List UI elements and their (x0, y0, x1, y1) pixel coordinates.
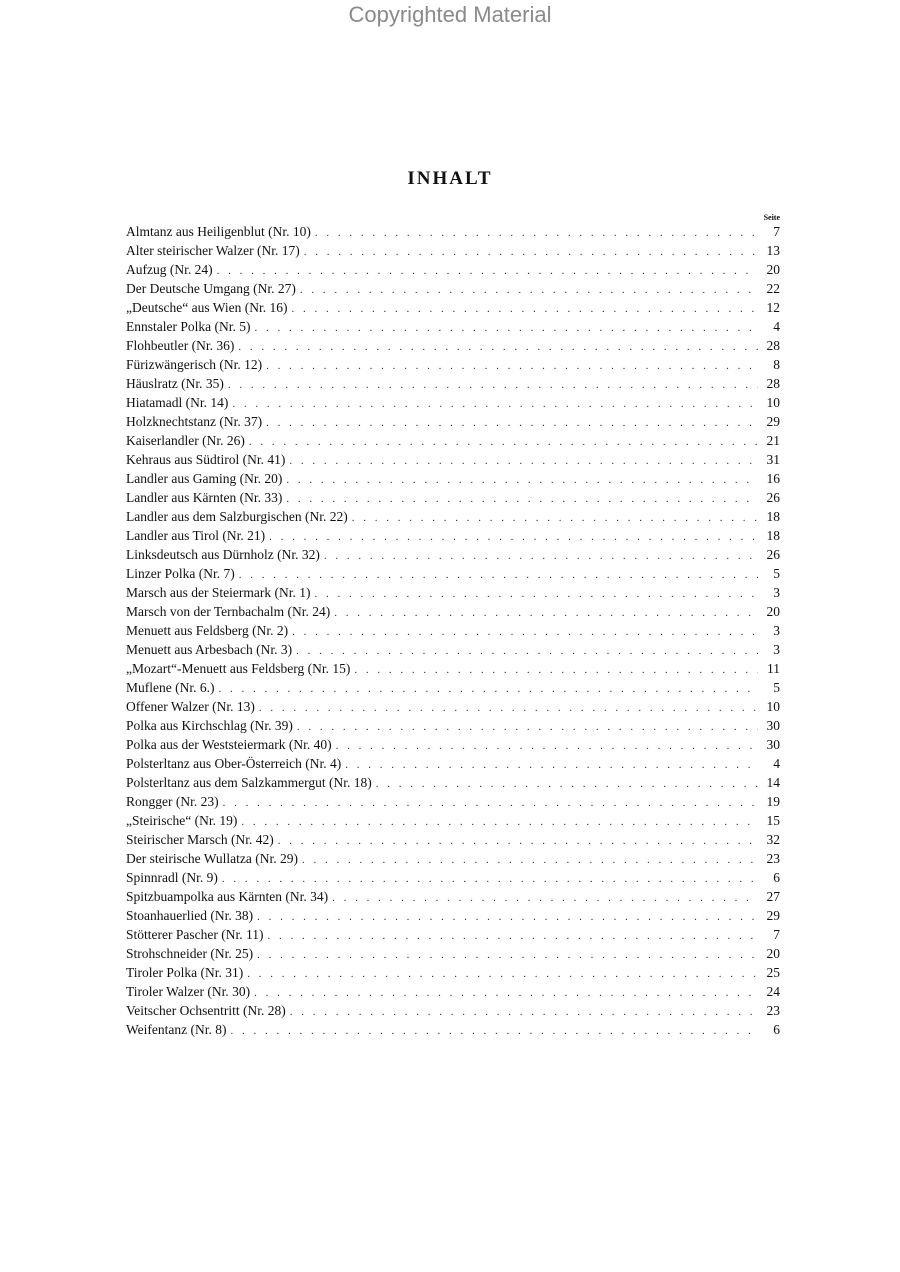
toc-entry (126, 963, 780, 982)
dot-leader (332, 889, 758, 906)
toc-entry-page: 29 (766, 414, 780, 429)
toc-entry-title: Holzknechtstanz (Nr. 37) (126, 414, 263, 429)
toc-entry-title: Polsterltanz aus dem Salzkammergut (Nr. 18) (126, 775, 372, 790)
toc-entry-page: 29 (766, 908, 780, 923)
toc-entry (126, 754, 780, 773)
dot-leader (269, 528, 758, 545)
toc-entry-title: „Deutsche“ aus Wien (Nr. 16) (126, 300, 288, 315)
dot-leader (222, 870, 758, 887)
toc-entry-page: 16 (766, 471, 780, 486)
toc-entry-page: 27 (766, 889, 780, 904)
toc-entry (126, 507, 780, 526)
dot-leader (267, 927, 758, 944)
toc-entry (126, 374, 780, 393)
toc-entry (126, 355, 780, 374)
toc-entry-page: 14 (766, 775, 780, 790)
toc-entry (126, 868, 780, 887)
dot-leader (314, 585, 758, 602)
toc-entry-title: „Steirische“ (Nr. 19) (126, 813, 238, 828)
toc-entry-page: 6 (773, 1022, 780, 1037)
toc-entry-title: Veitscher Ochsentritt (Nr. 28) (126, 1003, 286, 1018)
toc-entry-page: 5 (773, 680, 780, 695)
toc-entry-title: Steirischer Marsch (Nr. 42) (126, 832, 274, 847)
dot-leader (241, 813, 758, 830)
toc-entry (126, 469, 780, 488)
toc-entry-title: Häuslratz (Nr. 35) (126, 376, 224, 391)
dot-leader (217, 262, 758, 279)
toc-entry-title: Polka aus der Weststeiermark (Nr. 40) (126, 737, 332, 752)
toc-entry (126, 697, 780, 716)
dot-leader (254, 319, 758, 336)
toc-entry (126, 925, 780, 944)
toc-entry-title: Linksdeutsch aus Dürnholz (Nr. 32) (126, 547, 320, 562)
dot-leader (238, 338, 758, 355)
dot-leader (297, 718, 758, 735)
page-column-label: Seite (763, 213, 780, 222)
toc-entry-page: 3 (773, 642, 780, 657)
toc-entry-page: 8 (773, 357, 780, 372)
toc-entry (126, 317, 780, 336)
toc-entry (126, 222, 780, 241)
toc-entry-page: 20 (766, 262, 780, 277)
dot-leader (304, 243, 758, 260)
toc-entry-page: 11 (767, 661, 780, 676)
toc-entry-title: Marsch aus der Steiermark (Nr. 1) (126, 585, 311, 600)
toc-entry-title: Spitzbuampolka aus Kärnten (Nr. 34) (126, 889, 329, 904)
toc-entry (126, 526, 780, 545)
toc-entry-title: Landler aus Tirol (Nr. 21) (126, 528, 266, 543)
toc-entry (126, 640, 780, 659)
toc-entry-page: 18 (766, 509, 780, 524)
toc-entry-title: Muflene (Nr. 6.) (126, 680, 215, 695)
toc-entry-page: 25 (766, 965, 780, 980)
toc-entry (126, 830, 780, 849)
dot-leader (300, 281, 758, 298)
toc-entry (126, 678, 780, 697)
dot-leader (254, 984, 758, 1001)
dot-leader (259, 699, 758, 716)
dot-leader (286, 471, 758, 488)
toc-entry (126, 279, 780, 298)
toc-entry-page: 20 (766, 946, 780, 961)
toc-entry-page: 4 (773, 756, 780, 771)
toc-entry (126, 849, 780, 868)
dot-leader (334, 604, 758, 621)
toc-entry-title: Ennstaler Polka (Nr. 5) (126, 319, 251, 334)
dot-leader (292, 300, 758, 317)
toc-entry (126, 450, 780, 469)
toc-entry (126, 393, 780, 412)
toc-entry-title: Landler aus Gaming (Nr. 20) (126, 471, 283, 486)
dot-leader (278, 832, 758, 849)
toc-entry (126, 811, 780, 830)
dot-leader (302, 851, 758, 868)
toc-entry (126, 488, 780, 507)
toc-entry-title: Der steirische Wullatza (Nr. 29) (126, 851, 299, 866)
toc-entry-title: Kaiserlandler (Nr. 26) (126, 433, 245, 448)
dot-leader (257, 946, 758, 963)
toc-entry (126, 1001, 780, 1020)
dot-leader (232, 395, 758, 412)
dot-leader (266, 414, 758, 431)
dot-leader (290, 1003, 758, 1020)
toc-entry (126, 241, 780, 260)
toc-entry-title: Fürizwängerisch (Nr. 12) (126, 357, 263, 372)
toc-entry (126, 545, 780, 564)
copyright-watermark: Copyrighted Material (348, 2, 552, 27)
toc-entry-page: 23 (766, 1003, 780, 1018)
dot-leader (289, 452, 758, 469)
toc-entry-title: Alter steirischer Walzer (Nr. 17) (126, 243, 300, 258)
toc-entry-page: 15 (766, 813, 780, 828)
toc-entry-page: 26 (766, 547, 780, 562)
toc-entry-page: 4 (773, 319, 780, 334)
toc-entry-page: 3 (773, 585, 780, 600)
toc-entry (126, 1020, 780, 1039)
dot-leader (315, 224, 758, 241)
toc-entry-page: 7 (773, 224, 780, 239)
dot-leader (354, 661, 758, 678)
toc-entry-title: Tiroler Polka (Nr. 31) (126, 965, 244, 980)
toc-entry-page: 21 (766, 433, 780, 448)
toc-entry-page: 19 (766, 794, 780, 809)
toc-entry-title: Stötterer Pascher (Nr. 11) (126, 927, 264, 942)
dot-leader (218, 680, 758, 697)
toc-entry-title: Hiatamadl (Nr. 14) (126, 395, 229, 410)
toc-entry-title: Polka aus Kirchschlag (Nr. 39) (126, 718, 293, 733)
toc-entry-title: Landler aus dem Salzburgischen (Nr. 22) (126, 509, 348, 524)
toc-entry-page: 22 (766, 281, 780, 296)
dot-leader (345, 756, 758, 773)
toc-entry-page: 20 (766, 604, 780, 619)
dot-leader (257, 908, 758, 925)
dot-leader (286, 490, 758, 507)
toc-entry-page: 26 (766, 490, 780, 505)
toc-entry-title: Tiroler Walzer (Nr. 30) (126, 984, 251, 999)
dot-leader (239, 566, 758, 583)
toc-entry-page: 31 (766, 452, 780, 467)
toc-entry-page: 28 (766, 376, 780, 391)
toc-entry-title: Strohschneider (Nr. 25) (126, 946, 254, 961)
toc-entry-title: Menuett aus Arbesbach (Nr. 3) (126, 642, 293, 657)
toc-entry (126, 735, 780, 754)
toc-entry (126, 659, 780, 678)
toc-entry-page: 32 (766, 832, 780, 847)
dot-leader (249, 433, 758, 450)
toc-entry-title: Offener Walzer (Nr. 13) (126, 699, 255, 714)
toc-entry-title: Rongger (Nr. 23) (126, 794, 219, 809)
page-title: INHALT (407, 168, 493, 189)
toc-entry (126, 412, 780, 431)
toc-entry-page: 30 (766, 718, 780, 733)
toc-entry-page: 6 (773, 870, 780, 885)
toc-entry (126, 944, 780, 963)
dot-leader (231, 1022, 759, 1039)
dot-leader (324, 547, 758, 564)
dot-leader (247, 965, 758, 982)
toc-entry-title: Polsterltanz aus Ober-Österreich (Nr. 4) (126, 756, 342, 771)
dot-leader (228, 376, 758, 393)
toc-entry (126, 431, 780, 450)
toc-entry-title: Aufzug (Nr. 24) (126, 262, 213, 277)
toc-entry-page: 24 (766, 984, 780, 999)
toc-entry-title: Weifentanz (Nr. 8) (126, 1022, 227, 1037)
toc-entry (126, 564, 780, 583)
dot-leader (336, 737, 758, 754)
toc-entry-page: 28 (766, 338, 780, 353)
toc-entry-title: Landler aus Kärnten (Nr. 33) (126, 490, 283, 505)
toc-entry-page: 18 (766, 528, 780, 543)
dot-leader (266, 357, 758, 374)
toc-entry-title: Der Deutsche Umgang (Nr. 27) (126, 281, 296, 296)
toc-entry-page: 30 (766, 737, 780, 752)
toc-entry-title: Spinnradl (Nr. 9) (126, 870, 218, 885)
toc-entry (126, 583, 780, 602)
toc-entry-title: Stoanhauerlied (Nr. 38) (126, 908, 254, 923)
toc-entry (126, 602, 780, 621)
toc-entry-page: 5 (773, 566, 780, 581)
toc-entry-page: 12 (766, 300, 780, 315)
toc-entry-title: Flohbeutler (Nr. 36) (126, 338, 235, 353)
toc-entry (126, 336, 780, 355)
toc-entry-page: 10 (766, 699, 780, 714)
dot-leader (292, 623, 758, 640)
toc-entry (126, 906, 780, 925)
toc-entry-page: 23 (766, 851, 780, 866)
toc-entry-page: 7 (773, 927, 780, 942)
toc-entry (126, 298, 780, 317)
toc-entry-title: Linzer Polka (Nr. 7) (126, 566, 235, 581)
table-of-contents (126, 222, 780, 1039)
toc-entry (126, 716, 780, 735)
toc-entry (126, 792, 780, 811)
toc-entry-title: Menuett aus Feldsberg (Nr. 2) (126, 623, 289, 638)
toc-entry-title: Marsch von der Ternbachalm (Nr. 24) (126, 604, 331, 619)
dot-leader (223, 794, 758, 811)
dot-leader (352, 509, 758, 526)
toc-entry (126, 887, 780, 906)
toc-entry (126, 982, 780, 1001)
toc-entry-page: 3 (773, 623, 780, 638)
dot-leader (376, 775, 758, 792)
toc-entry-page: 10 (766, 395, 780, 410)
toc-entry-page: 13 (766, 243, 780, 258)
toc-entry-title: „Mozart“-Menuett aus Feldsberg (Nr. 15) (126, 661, 351, 676)
toc-entry-title: Almtanz aus Heiligenblut (Nr. 10) (126, 224, 311, 239)
toc-entry (126, 773, 780, 792)
toc-entry (126, 260, 780, 279)
dot-leader (296, 642, 758, 659)
toc-entry (126, 621, 780, 640)
toc-entry-title: Kehraus aus Südtirol (Nr. 41) (126, 452, 286, 467)
